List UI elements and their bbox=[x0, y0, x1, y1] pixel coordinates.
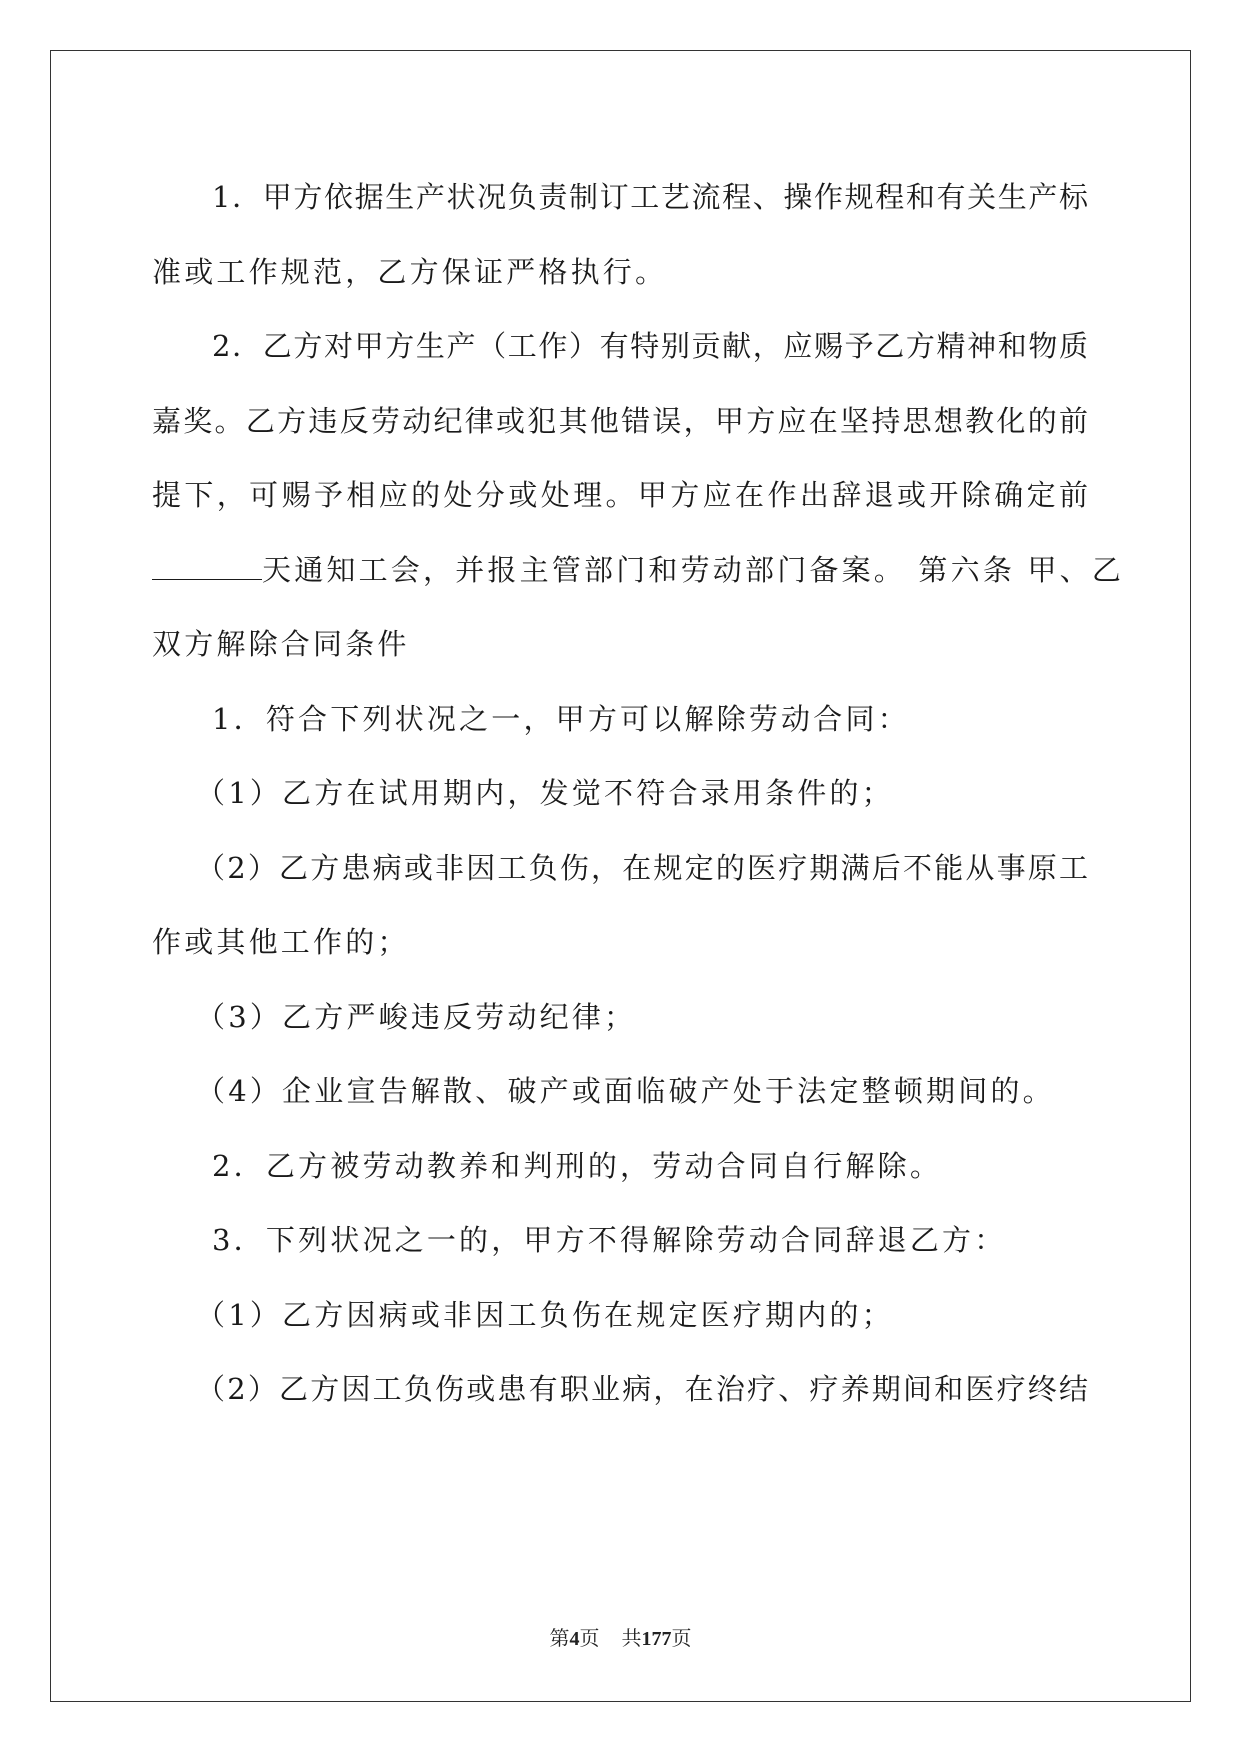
document-body bbox=[152, 160, 1125, 1427]
paragraph-line: 作或其他工作的； bbox=[152, 925, 410, 959]
page-footer bbox=[0, 1622, 1241, 1651]
page-number: 4 bbox=[569, 1628, 580, 1650]
paragraph-line: 3．下列状况之一的，甲方不得解除劳动合同辞退乙方： bbox=[212, 1223, 1007, 1257]
paragraph-line: （3）乙方严峻违反劳动纪律； bbox=[196, 999, 637, 1034]
paragraph-line: 提下，可赐予相应的处分或处理。甲方应在作出辞退或开除确定前 bbox=[152, 478, 1088, 512]
paragraph-line: （1）乙方在试用期内，发觉不符合录用条件的； bbox=[196, 776, 894, 810]
paragraph-line-text: 天通知工会，并报主管部门和劳动部门备案。 第六条 甲、乙 bbox=[262, 552, 1125, 587]
paragraph-line: 2．乙方对甲方生产（工作）有特别贡献，应赐予乙方精神和物质 bbox=[212, 329, 1088, 363]
page-total: 177 bbox=[641, 1628, 672, 1650]
page-label-prefix: 第 bbox=[549, 1626, 570, 1650]
total-label-suffix: 页 bbox=[671, 1626, 692, 1650]
paragraph-line: （2）乙方因工负伤或患有职业病，在治疗、疗养期间和医疗终结 bbox=[196, 1372, 1088, 1406]
paragraph-line: 双方解除合同条件 bbox=[152, 627, 410, 661]
paragraph-line: 准或工作规范，乙方保证严格执行。 bbox=[152, 254, 668, 289]
fill-in-blank bbox=[152, 557, 262, 580]
paragraph-line: 1．甲方依据生产状况负责制订工艺流程、操作规程和有关生产标 bbox=[212, 180, 1088, 214]
paragraph-line: 2．乙方被劳动教养和判刑的，劳动合同自行解除。 bbox=[212, 1148, 943, 1183]
total-label-prefix: 共 bbox=[621, 1626, 642, 1650]
paragraph-line: （2）乙方患病或非因工负伤，在规定的医疗期满后不能从事原工 bbox=[196, 850, 1088, 885]
paragraph-line: 1．符合下列状况之一，甲方可以解除劳动合同： bbox=[212, 701, 910, 736]
paragraph-line: （1）乙方因病或非因工负伤在规定医疗期内的； bbox=[196, 1297, 894, 1332]
paragraph-line: 嘉奖。乙方违反劳动纪律或犯其他错误，甲方应在坚持思想教化的前 bbox=[152, 403, 1088, 438]
page-label-suffix: 页 bbox=[579, 1626, 600, 1650]
paragraph-line: （4）企业宣告解散、破产或面临破产处于法定整顿期间的。 bbox=[196, 1074, 1055, 1108]
paragraph-line bbox=[152, 533, 1125, 608]
